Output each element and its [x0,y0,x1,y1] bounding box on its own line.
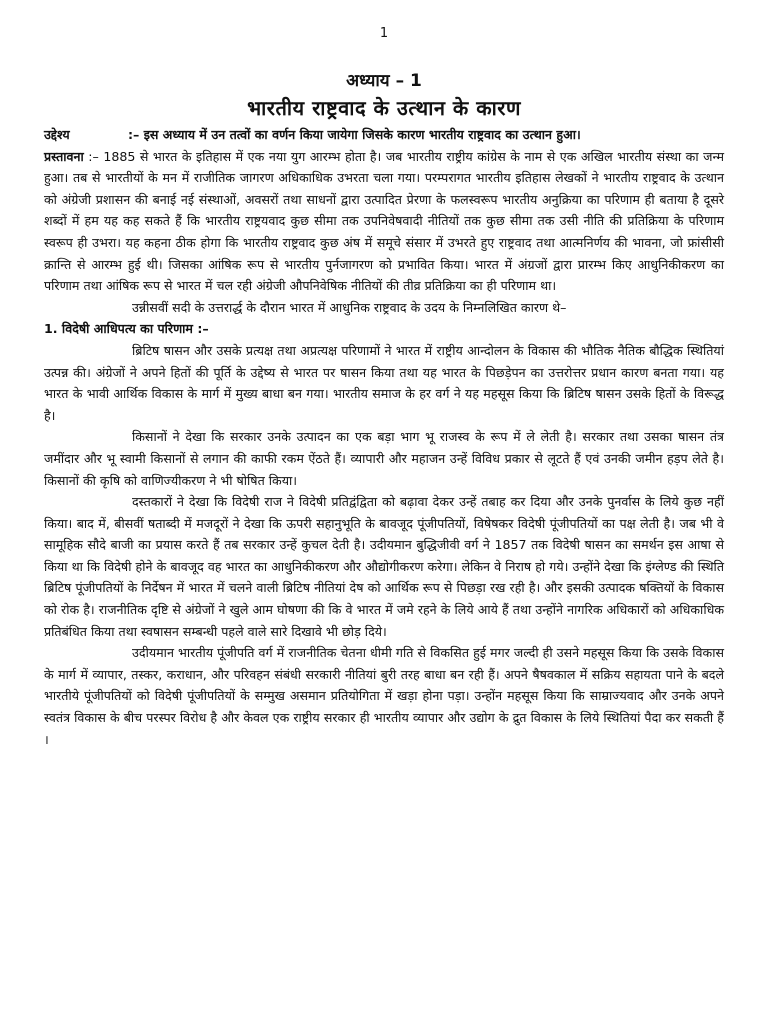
introduction-paragraph [44,146,724,297]
page-number: 1 [379,26,389,41]
introduction-continuation: उन्नीसवीं सदी के उत्तरार्द्ध के दौरान भारत में आधुनिक राष्ट्रवाद के उदय के निम्नलिखित कारण थे– [132,299,567,315]
objective-text: :– इस अध्याय में उन तत्वों का वर्णन किया जायेगा जिसके कारण भारतीय राष्ट्रवाद का उत्थान हुआ। [128,127,581,142]
objective-block [44,124,724,146]
body-paragraph: उदीयमान भारतीय पूंजीपति वर्ग में राजनीतिक चेतना धीमी गति से विकसित हुई मगर जल्दी ही उसने महसूस किया कि उसके विकास के मार्ग में व्यापार, तस्कर, कराधान, और परिवहन संबंधी सरकारी नीतियां बुरी तरह बाधा बन रही हैं। अपने षैषवकाल में सक्रिय सहायता पाने के बदले भारतीये पूंजीपतियों को विदेषी पूंजीपतियों के सम्मुख असमान प्रतियोगिता में खड़ा होना पड़ा। उन्होंन महसूस किया कि साम्राज्यवाद और उनके अपने स्वतंत्र विकास के बीच परस्पर विरोध है और केवल एक राष्ट्रीय सरकार ही भारतीय व्यापार और उद्योग के द्रुत विकास के लिये स्थितियां पैदा कर सकती हैं । [44,645,724,747]
introduction-text: :– 1885 से भारत के इतिहास में एक नया युग आरम्भ होता है। जब भारतीय राष्ट्रीय कांग्रेस के नाम से एक अखिल भारतीय संस्था का जन्म हुआ। तब से भारतीयों के मन में राजीतिक जागरण अधिकाधिक उभरता चला गया। परम्परागत भारतीय इतिहास लेखकों ने भारतीय राष्ट्रवाद के उत्थान को अंग्रेजी प्रशासन की बनाई नई संस्थाओं, अवसरों तथा साधनों द्वारा उत्पादित प्रेरणा के फलस्वरूप भारतीय अनुक्रिया का परिणाम ही बताया है दूसरे शब्दों में हम यह कह सकते हैं कि भारतीय राष्ट्रयवाद कुछ सीमा तक उपनिवेषवादी नीतियों तक कुछ सीमा तक उसी नीति की प्रतिक्रिया के परिणाम स्वरूप ही उभरा। यह कहना ठीक होगा कि भारतीय राष्ट्रवाद कुछ अंष में समूचे संसार में उभरते हुए राष्ट्रवाद तथा आत्मनिर्णय की भावना, जो फ्रांसीसी क्रान्ति से आरम्भ हुई थी। जिसका आंषिक रूप से भारतीय पुर्नजागरण को प्रभावित किया। भारत में अंग्रजों द्वारा प्रारम्भ किए आधुनिकीकरण का परिणाम तथा आंषिक रूप से भारत में चल रही अंग्रेजी औपनिवेषिक नीतियों की तीव्र प्रतिक्रिया का ही परिणाम था। [44,148,724,294]
objective-label: उद्देश्य [44,127,70,142]
body-paragraph: दस्तकारों ने देखा कि विदेषी राज ने विदेषी प्रतिद्वंद्विता को बढ़ावा देकर उन्हें तबाह कर दिया और उनके पुनर्वास के लिये कुछ नहीं किया। बाद में, बीसवीं षताब्दी में मजदूरों ने देखा कि ऊपरी सहानुभूति के बावजूद पूंजीपतियों, विषेषकर विदेषी पूंजीपतियों का पक्ष लेती है। जब भी वे सामूहिक सौदे बाजी का प्रयास करते हैं तब सरकार उन्हें कुचल देती है। उदीयमान बुद्धिजीवी वर्ग ने 1857 तक विदेषी षासन का समर्थन इस आषा से किया था कि विदेषी होने के बावजूद वह भारत का आधुनिकीकरण और औद्योगीकरण करेगा। लेकिन वे निराष हो गये। उन्होंने देखा कि इंग्लेण्ड की स्थिति ब्रिटिष पूंजीपतियों के निर्देषन में भारत में चलने वाली ब्रिटिष नीतियां देष को आर्थिक रूप से पिछड़ा रख रही है। और इसकी उत्पादक षक्तियों के विकास को रोक है। राजनीतिक दृष्टि से अंग्रेजों ने खुले आम घोषणा की कि वे भारत में जमे रहने के लिये आये हैं तथा उन्होंने नागरिक अधिकारों को अधिकाधिक प्रतिबंधित किया तथा स्वषासन सम्बन्धी पहले वाले सारे दिखावे भी छोड़ दिये। [44,494,724,639]
body-paragraph: ब्रिटिष षासन और उसके प्रत्यक्ष तथा अप्रत्यक्ष परिणामों ने भारत में राष्ट्रीय आन्दोलन के विकास की भौतिक नैतिक बौद्धिक स्थितियां उत्पन्न की। अंग्रेजों ने अपने हितों की पूर्ति के उद्देष्य से भारत पर षासन किया तथा यह भारत के पिछड़ेपन का उत्तरोत्तर प्रधान कारण बनता गया। यह भारत के भावी आर्थिक विकास के मार्ग में मुख्य बाधा बन गया। भारतीय समाज के हर वर्ग ने यह महसूस किया कि ब्रिटिष षासन उसके हितों के विरूद्ध है। [44,342,724,423]
document-body [44,124,724,750]
introduction-label: प्रस्तावना [44,148,84,164]
chapter-heading: अध्याय – 1 [346,71,422,91]
section-heading: 1. विदेषी आधिपत्य का परिणाम :– [44,321,209,337]
page-title: भारतीय राष्ट्रवाद के उत्थान के कारण [247,96,521,120]
body-paragraph: किसानों ने देखा कि सरकार उनके उत्पादन का एक बड़ा भाग भू राजस्व के रूप में ले लेती है। सरकार तथा उसका षासन तंत्र जमींदार और भू स्वामी किसानों से लगान की काफी रकम ऐंठते हैं। व्यापारी और महाजन उन्हें विविध प्रकार से लूटते हैं एवं उनकी जमीन हड़प लेते है। किसानों की कृषि को वाणिज्यीकरण ने भी षोषित किया। [44,429,724,488]
